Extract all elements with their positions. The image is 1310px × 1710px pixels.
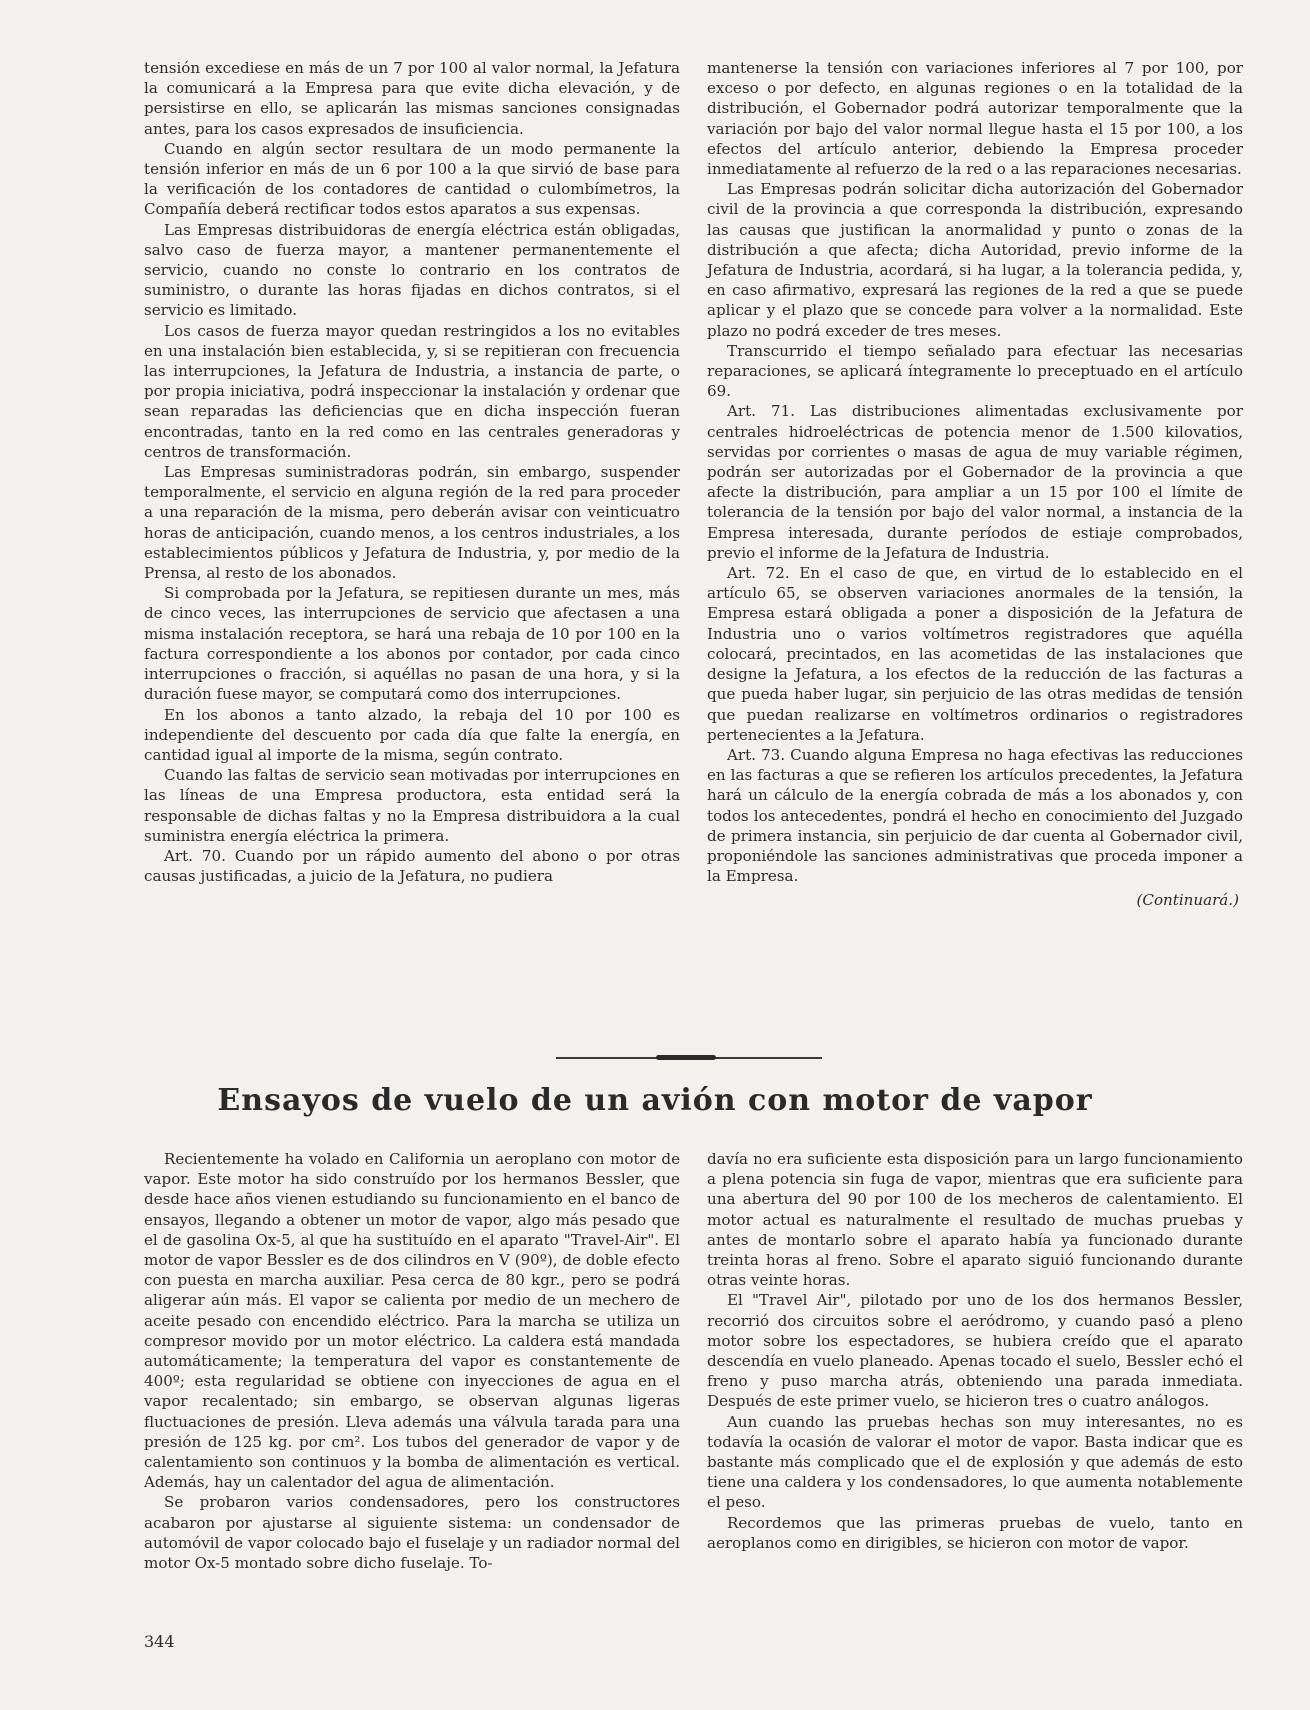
paragraph: Las Empresas suministradoras podrán, sin embargo, suspender temporalmente, el servicio en alguna región de la red para proceder a una reparación de la misma, pero deberán avisar con veinticuatro horas de anticipación, cuando menos, a los centros industriales, a los establecimientos públicos y Jefatura de Industria, y, por medio de la Prensa, al resto de los abonados.	[144, 463, 680, 583]
paragraph: Art. 71. Las distribuciones alimentadas exclusivamente por centrales hidroeléctricas de potencia menor de 1.500 kilovatios, servidas por corrientes o masas de agua de muy variable régimen, podrán ser autorizadas por el Gobernador de la provincia a que afecte la distribución, para ampliar a un 15 por 100 el límite de tolerancia de la tensión por bajo del valor normal, a instancia de la Empresa interesada, durante períodos de estiaje comprobados, previo el informe de la Jefatura de Industria.	[707, 402, 1243, 562]
paragraph: Aun cuando las pruebas hechas son muy interesantes, no es todavía la ocasión de valorar el motor de vapor. Basta indicar que es bastante más complicado que el de explosión y que además de esto tiene una caldera y los condensadores, lo que aumenta notablemente el peso.	[707, 1412, 1243, 1512]
paragraph: Si comprobada por la Jefatura, se repitiesen durante un mes, más de cinco veces, las interrupciones de servicio que afectasen a una misma instalación receptora, se hará una rebaja de 10 por 100 en la factura correspondiente a los abonos por contador, por cada cinco interrupciones o fracción, si aquéllas no pasan de una hora, y si la duración fuese mayor, se computará como dos interrupciones.	[144, 584, 680, 704]
paragraph: Recordemos que las primeras pruebas de vuelo, tanto en aeroplanos como en dirigibles, se hicieron con motor de vapor.	[707, 1513, 1243, 1552]
page-number: 344	[144, 1632, 175, 1651]
paragraph: tensión excediese en más de un 7 por 100 al valor normal, la Jefatura la comunicará a la Empresa para que evite dicha elevación, y de persistirse en ello, se aplicarán las mismas sanciones consignadas antes, para los casos expresados de insuficiencia.	[144, 59, 680, 138]
article-title: Ensayos de vuelo de un avión con motor de vapor	[217, 1083, 1093, 1118]
paragraph: Art. 72. En el caso de que, en virtud de lo establecido en el artículo 65, se observen variaciones anormales de la tensión, la Empresa estará obligada a poner a disposición de la Jefatura de Industria uno o varios voltímetros registradores que aquélla colocará, precintados, en las acometidas de las instalaciones que designe la Jefatura, a los efectos de la reducción de las facturas a que pueda haber lugar, sin perjuicio de las otras medidas de tensión que puedan realizarse en voltímetros ordinarios o registradores pertenecientes a la Jefatura.	[707, 564, 1243, 744]
paragraph: Recientemente ha volado en California un aeroplano con motor de vapor. Este motor ha sido construído por los hermanos Bessler, que desde hace años vienen estudiando su funcionamiento en el banco de ensayos, llegando a obtener un motor de vapor, algo más pesado que el de gasolina Ox-5, al que ha sustituído en el aparato "Travel-Air". El motor de vapor Bessler es de dos cilindros en V (90º), de doble efecto con puesta en marcha auxiliar. Pesa cerca de 80 kgr., pero se podrá aligerar aún más. El vapor se calienta por medio de un mechero de aceite pesado con encendido eléctrico. Para la marcha se utiliza un compresor movido por un motor eléctrico. La caldera está mandada automáticamente; la temperatura del vapor es constantemente de 400º; esta regularidad se obtiene con inyecciones de agua en el vapor recalentado; sin embargo, se observan algunas ligeras fluctuaciones de presión. Lleva además una válvula tarada para una presión de 125 kg. por cm². Los tubos del generador de vapor y de calentamiento son continuos y la bomba de alimentación es vertical. Además, hay un calentador del agua de alimentación.	[144, 1150, 680, 1492]
paragraph: davía no era suficiente esta disposición para un largo funcionamiento a plena potencia sin fuga de vapor, mientras que era suficiente para una abertura del 90 por 100 de los mecheros de calentamiento. El motor actual es naturalmente el resultado de muchas pruebas y antes de montarlo sobre el aparato había ya funcionado durante treinta horas al freno. Sobre el aparato siguió funcionando durante otras veinte horas.	[707, 1150, 1243, 1290]
paragraph: Art. 70. Cuando por un rápido aumento del abono o por otras causas justificadas, a juicio de la Jefatura, no pudiera	[144, 846, 680, 886]
section-divider	[556, 1057, 822, 1059]
paragraph: Cuando las faltas de servicio sean motivadas por interrupciones en las líneas de una Empresa productora, esta entidad será la responsable de dichas faltas y no la Empresa distribuidora a la cual suministra energía eléctrica la primera.	[144, 766, 680, 845]
paragraph: Cuando en algún sector resultara de un modo permanente la tensión inferior en más de un 6 por 100 a la que sirvió de base para la verificación de los contadores de cantidad o culombímetros, la Compañía deberá rectificar todos estos aparatos a sus expensas.	[144, 139, 680, 219]
continued-note: (Continuará.)	[1136, 891, 1239, 910]
paragraph: Se probaron varios condensadores, pero los constructores acabaron por ajustarse al siguiente sistema: un condensador de automóvil de vapor colocado bajo el fuselaje y un radiador normal del motor Ox-5 montado sobre dicho fuselaje. To-	[144, 1493, 680, 1573]
paragraph: Las Empresas distribuidoras de energía eléctrica están obligadas, salvo caso de fuerza mayor, a mantener permanentemente el servicio, cuando no conste lo contrario en los contratos de suministro, o durante las horas fijadas en dichos contratos, si el servicio es limitado.	[144, 220, 680, 320]
bottom-right-column	[707, 1149, 1243, 1553]
bottom-left-column	[144, 1149, 680, 1573]
paragraph: Las Empresas podrán solicitar dicha autorización del Gobernador civil de la provincia a que corresponda la distribución, expresando las causas que justifican la anormalidad y punto o zonas de la distribución a que afecta; dicha Autoridad, previo informe de la Jefatura de Industria, acordará, si ha lugar, a la tolerancia pedida, y, en caso afirmativo, expresará las regiones de la red a que se puede aplicar y el plazo que se concede para volver a la normalidad. Este plazo no podrá exceder de tres meses.	[707, 180, 1243, 340]
paragraph: Art. 73. Cuando alguna Empresa no haga efectivas las reducciones en las facturas a que se refieren los artículos precedentes, la Jefatura hará un cálculo de la energía cobrada de más a los abonados y, con todos los antecedentes, pondrá el hecho en conocimiento del Juzgado de primera instancia, sin perjuicio de dar cuenta al Gobernador civil, proponiéndole las sanciones administrativas que proceda imponer a la Empresa.	[707, 745, 1243, 886]
paragraph: El "Travel Air", pilotado por uno de los dos hermanos Bessler, recorrió dos circuitos sobre el aeródromo, y cuando pasó a pleno motor sobre los espectadores, se hubiera creído que el aparato descendía en vuelo planeado. Apenas tocado el suelo, Bessler echó el freno y puso marcha atrás, obteniendo una parada inmediata. Después de este primer vuelo, se hicieron tres o cuatro análogos.	[707, 1291, 1243, 1411]
paragraph: Los casos de fuerza mayor quedan restringidos a los no evitables en una instalación bien establecida, y, si se repitieran con frecuencia las interrupciones, la Jefatura de Industria, a instancia de parte, o por propia iniciativa, podrá inspeccionar la instalación y ordenar que sean reparadas las deficiencias que en dicha inspección fueran encontradas, tanto en la red como en las centrales generadoras y centros de transformación.	[144, 321, 680, 461]
top-right-column	[707, 58, 1243, 911]
top-left-column	[144, 58, 680, 886]
paragraph: mantenerse la tensión con variaciones inferiores al 7 por 100, por exceso o por defecto, en algunas regiones o en la totalidad de la distribución, el Gobernador podrá autorizar temporalmente que la variación por bajo del valor normal llegue hasta el 15 por 100, a los efectos del artículo anterior, debiendo la Empresa proceder inmediatamente al refuerzo de la red o a las reparaciones necesarias.	[707, 59, 1243, 179]
paragraph: Transcurrido el tiempo señalado para efectuar las necesarias reparaciones, se aplicará íntegramente lo preceptuado en el artículo 69.	[707, 341, 1243, 401]
paragraph: En los abonos a tanto alzado, la rebaja del 10 por 100 es independiente del descuento por cada día que falte la energía, en cantidad igual al importe de la misma, según contrato.	[144, 705, 680, 764]
